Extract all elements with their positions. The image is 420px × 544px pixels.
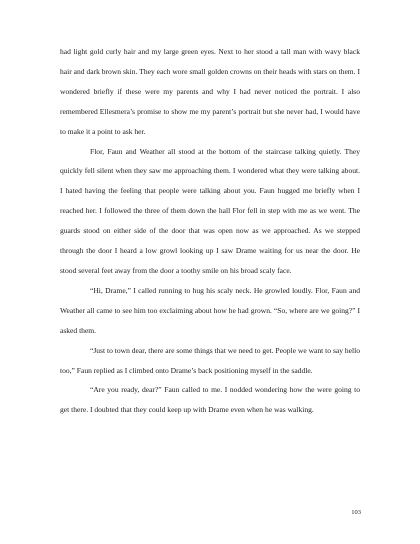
body-text xyxy=(60,42,360,420)
paragraph-2: Flor, Faun and Weather all stood at the bottom of the staircase talking quietly. They quickly fell silent when they saw me approaching them. I wondered what they were talking about. I hated having the feeling that people were talking about you. Faun hugged me briefly when I reached her. I followed the three of them down the hall Flor fell in step with me as we went. The guards stood on either side of the door that was open now as we approached. As we stepped through the door I heard a low growl looking up I saw Drame waiting for us near the door. He stood several feet away from the door a toothy smile on his broad scaly face. xyxy=(60,146,360,275)
paragraph-3: “Hi, Drame,” I called running to hug his scaly neck. He growled loudly. Flor, Faun and Weather all came to see him too exclaiming about how he had grown. “So, where are we going?” I asked them. xyxy=(60,285,360,335)
paragraph-4: “Just to town dear, there are some things that we need to get. People we want to say hello too,” Faun replied as I climbed onto Drame’s back positioning myself in the saddle. xyxy=(60,345,360,375)
paragraph-1: had light gold curly hair and my large green eyes. Next to her stood a tall man with wavy black hair and dark brown skin. They each wore small golden crowns on their heads with stars on them. I wondered briefly if these were my parents and why I had never noticed the portrait. I also remembered Ellesmera’s promise to show me my parent’s portrait but she never had, I would have to make it a point to ask her. xyxy=(60,47,360,136)
paragraph-5: “Are you ready, dear?” Faun called to me. I nodded wondering how the were going to get there. I doubted that they could keep up with Drame even when he was walking. xyxy=(60,385,360,415)
page-number: 103 xyxy=(351,509,361,516)
